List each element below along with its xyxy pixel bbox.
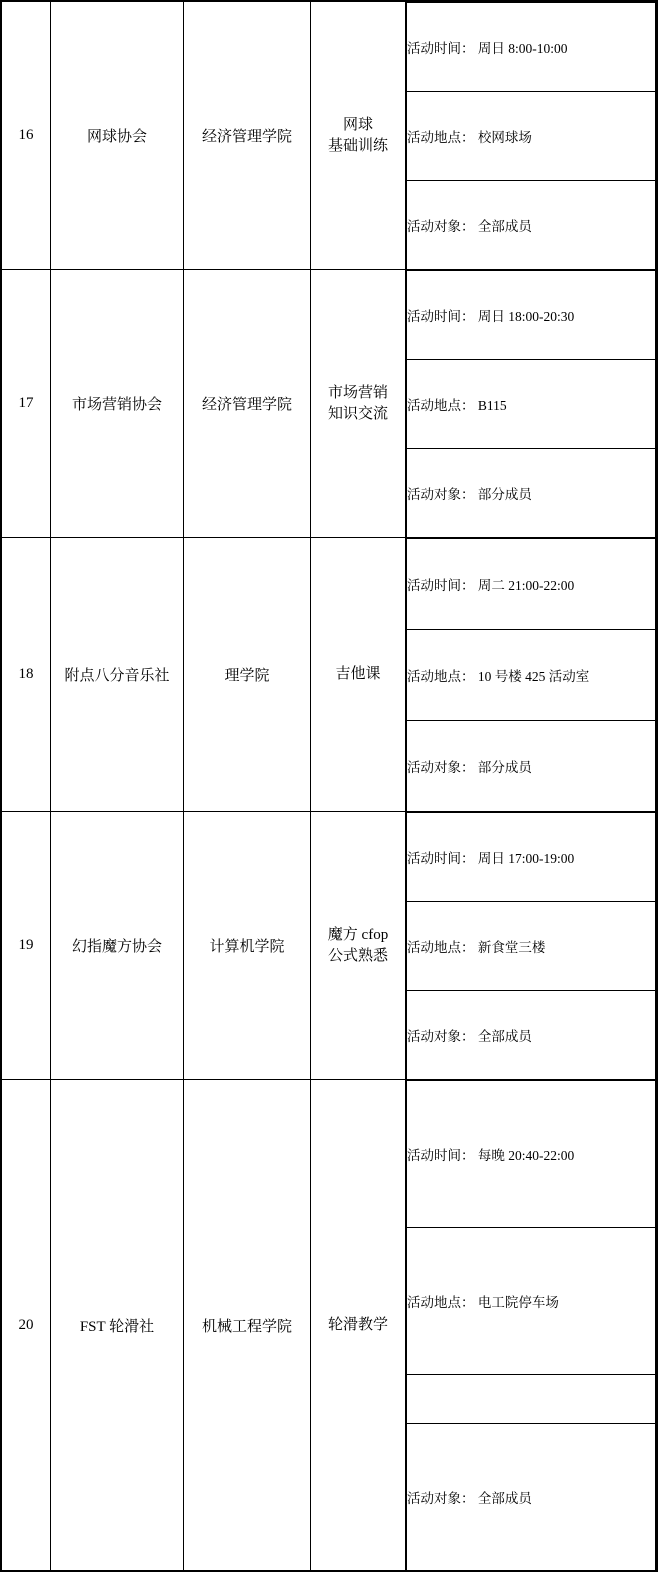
row-number: 19	[18, 937, 34, 953]
activity-name-line-1: 轮滑教学	[327, 1316, 388, 1333]
activity-details-cell	[406, 538, 658, 812]
club-name: 附点八分音乐社	[64, 668, 170, 684]
activity-name-line-2: 基础训练	[327, 137, 388, 154]
detail-row-empty	[407, 1375, 656, 1424]
activity-detail-blank	[407, 1375, 656, 1424]
detail-row	[407, 1228, 656, 1375]
activity-target: 活动对象： 全部成员	[407, 991, 656, 1080]
activity-time: 活动时间： 周日 18:00-20:30	[407, 271, 656, 360]
department-name: 理学院	[224, 668, 270, 684]
activity-target: 活动对象： 部分成员	[407, 449, 656, 538]
department-cell	[184, 812, 311, 1080]
club-name: 网球协会	[86, 129, 147, 145]
activity-place: 活动地点： 电工院停车场	[407, 1228, 656, 1375]
club-name-cell	[51, 1, 184, 270]
activity-name-line-2: 知识交流	[327, 405, 388, 422]
department-cell	[184, 538, 311, 812]
activity-place: 活动地点： 校网球场	[407, 92, 656, 181]
row-number: 17	[18, 395, 34, 411]
activity-name-cell	[311, 1, 406, 270]
activity-details-cell	[406, 270, 658, 538]
activity-target: 活动对象： 全部成员	[407, 1424, 656, 1571]
activity-name-cell	[311, 270, 406, 538]
club-name-cell	[51, 270, 184, 538]
activity-details-table	[406, 270, 656, 537]
activity-details-table	[406, 2, 656, 269]
club-name-cell	[51, 538, 184, 812]
activity-details-cell	[406, 1, 658, 270]
row-number-cell	[1, 1, 51, 270]
activity-time: 活动时间： 每晚 20:40-22:00	[407, 1081, 656, 1228]
detail-row	[407, 92, 656, 181]
table-row	[1, 1, 657, 270]
detail-row	[407, 449, 656, 538]
activity-name-cell	[311, 812, 406, 1080]
club-name-cell	[51, 812, 184, 1080]
activity-time: 活动时间： 周二 21:00-22:00	[407, 539, 656, 630]
row-number: 18	[18, 666, 34, 682]
row-number-cell	[1, 812, 51, 1080]
club-name: 市场营销协会	[71, 397, 162, 413]
department-name: 经济管理学院	[201, 397, 292, 413]
activity-details-cell	[406, 812, 658, 1080]
activity-place: 活动地点： 10 号楼 425 活动室	[407, 630, 656, 721]
club-name: FST 轮滑社	[79, 1318, 155, 1335]
row-number-cell	[1, 538, 51, 812]
detail-row	[407, 902, 656, 991]
detail-row	[407, 181, 656, 270]
activity-details-table	[406, 538, 656, 811]
activity-name-line-1: 吉他课	[335, 666, 381, 683]
department-cell	[184, 1, 311, 270]
detail-row	[407, 271, 656, 360]
activity-details-cell	[406, 1080, 658, 1572]
detail-row	[407, 721, 656, 812]
detail-row	[407, 360, 656, 449]
activity-name-line-1: 魔方 cfop	[327, 927, 389, 944]
activity-details-table	[406, 812, 656, 1079]
activity-name-cell	[311, 1080, 406, 1572]
department-cell	[184, 1080, 311, 1572]
table-row	[1, 1080, 657, 1572]
activity-details-table	[406, 1080, 656, 1570]
club-name: 幻指魔方协会	[71, 939, 162, 955]
activity-time: 活动时间： 周日 8:00-10:00	[407, 3, 656, 92]
row-number: 20	[18, 1316, 34, 1333]
club-name-cell	[51, 1080, 184, 1572]
activity-name-line-1: 网球	[342, 117, 373, 134]
activity-time: 活动时间： 周日 17:00-19:00	[407, 813, 656, 902]
activity-place: 活动地点： B115	[407, 360, 656, 449]
department-cell	[184, 270, 311, 538]
department-name: 经济管理学院	[201, 129, 292, 145]
activity-target: 活动对象： 部分成员	[407, 721, 656, 812]
detail-row	[407, 3, 656, 92]
detail-row	[407, 1424, 656, 1571]
detail-row	[407, 1081, 656, 1228]
table-row	[1, 270, 657, 538]
activity-name-cell	[311, 538, 406, 812]
detail-row	[407, 630, 656, 721]
activity-name-line-1: 市场营销	[327, 385, 388, 402]
department-name: 机械工程学院	[201, 1318, 292, 1335]
department-name: 计算机学院	[209, 939, 285, 955]
detail-row	[407, 813, 656, 902]
row-number-cell	[1, 270, 51, 538]
row-number: 16	[18, 127, 34, 143]
detail-row	[407, 539, 656, 630]
detail-row	[407, 991, 656, 1080]
activity-target: 活动对象： 全部成员	[407, 181, 656, 270]
table-row	[1, 538, 657, 812]
activity-place: 活动地点： 新食堂三楼	[407, 902, 656, 991]
row-number-cell	[1, 1080, 51, 1572]
activity-name-line-2: 公式熟悉	[327, 947, 388, 964]
table-row	[1, 812, 657, 1080]
